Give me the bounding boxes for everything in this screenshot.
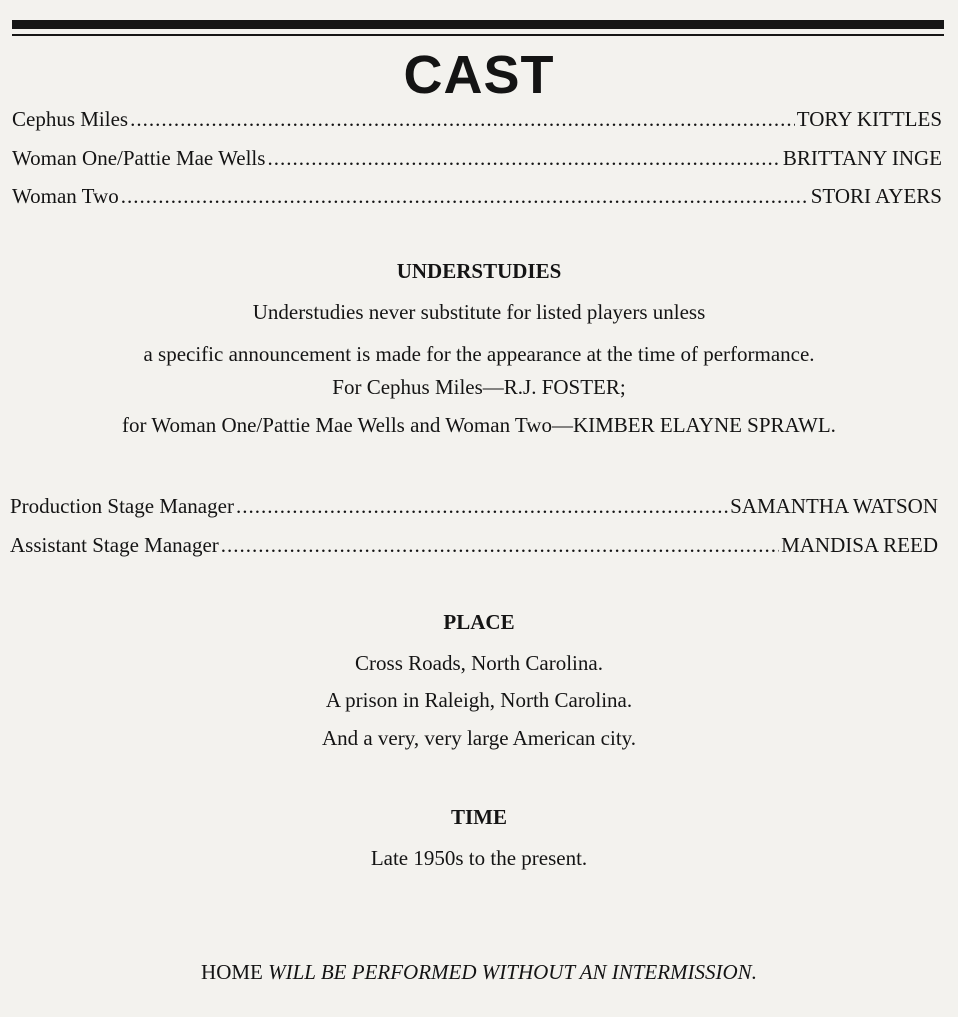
staff-name: SAMANTHA WATSON — [730, 494, 938, 518]
staff-role: Production Stage Manager — [10, 494, 234, 518]
cast-actor: STORI AYERS — [810, 184, 942, 208]
leader-dots — [236, 493, 728, 519]
staff-row — [10, 532, 938, 558]
time-line: Late 1950s to the present. — [370, 846, 588, 870]
intermission-note — [0, 959, 958, 985]
cast-heading: CAST — [403, 45, 555, 105]
top-rule-thick — [12, 20, 944, 29]
place-line: And a very, very large American city. — [321, 726, 637, 750]
leader-dots — [267, 145, 780, 171]
understudies-line: for Woman One/Pattie Mae Wells and Woman Two—KIMBER ELAYNE SPRAWL. — [122, 413, 836, 437]
place-line: Cross Roads, North Carolina. — [355, 651, 603, 675]
cast-row — [12, 183, 942, 209]
top-rule-thin — [12, 34, 944, 36]
cast-role: Woman Two — [12, 184, 119, 208]
understudies-line: Understudies never substitute for listed players unless — [252, 300, 706, 324]
cast-actor: TORY KITTLES — [796, 107, 942, 131]
time-heading: TIME — [450, 805, 507, 829]
place-line: A prison in Raleigh, North Carolina. — [325, 688, 633, 712]
play-title: HOME — [201, 960, 263, 984]
understudies-line: a specific announcement is made for the appearance at the time of performance. — [143, 342, 815, 366]
cast-role: Woman One/Pattie Mae Wells — [12, 146, 266, 170]
cast-role: Cephus Miles — [12, 107, 129, 131]
cast-actor: BRITTANY INGE — [782, 146, 942, 170]
leader-dots — [130, 106, 795, 132]
leader-dots — [221, 532, 779, 558]
leader-dots — [121, 183, 809, 209]
staff-name: MANDISA REED — [781, 533, 938, 557]
intermission-text: WILL BE PERFORMED WITHOUT AN INTERMISSION. — [262, 960, 757, 984]
cast-row — [12, 106, 942, 132]
understudies-heading: UNDERSTUDIES — [396, 259, 562, 283]
staff-row — [10, 493, 938, 519]
place-heading: PLACE — [443, 610, 515, 634]
cast-row — [12, 145, 942, 171]
understudies-line: For Cephus Miles—R.J. FOSTER; — [332, 375, 626, 399]
staff-role: Assistant Stage Manager — [10, 533, 219, 557]
